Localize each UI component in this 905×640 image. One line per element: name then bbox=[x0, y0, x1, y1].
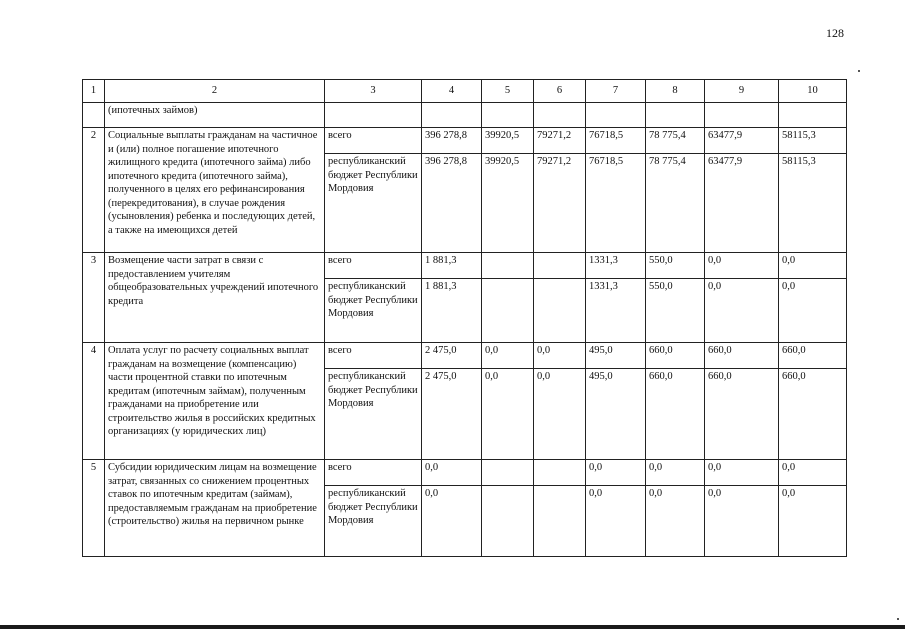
value-cell: 63477,9 bbox=[705, 154, 779, 253]
value-cell: 58115,3 bbox=[779, 154, 847, 253]
row-title: Социальные выплаты гражданам на частичное и (или) полное погашение ипотечного жилищного кредита (ипотечного займа) либо ипотечного кредита (ипотечного займа), полученного в целях его рефинансирования (перекредитования), в случае рождения (усыновления) ребенка и последующих детей, а также на имеющихся детей bbox=[105, 128, 325, 253]
value-cell: 2 475,0 bbox=[422, 343, 482, 369]
value-cell: 0,0 bbox=[779, 279, 847, 343]
header-cell: 9 bbox=[705, 80, 779, 103]
value-cell: 79271,2 bbox=[534, 154, 586, 253]
continuation-text: (ипотечных займов) bbox=[105, 103, 325, 128]
source-label-total: всего bbox=[325, 460, 422, 486]
value-cell: 0,0 bbox=[586, 486, 646, 557]
header-cell: 2 bbox=[105, 80, 325, 103]
value-cell bbox=[534, 253, 586, 279]
empty-cell bbox=[705, 103, 779, 128]
table-row bbox=[83, 343, 847, 369]
header-cell: 8 bbox=[646, 80, 705, 103]
header-row bbox=[83, 80, 847, 103]
value-cell bbox=[534, 460, 586, 486]
value-cell: 1 881,3 bbox=[422, 253, 482, 279]
value-cell: 0,0 bbox=[705, 253, 779, 279]
empty-cell bbox=[83, 103, 105, 128]
source-label-total: всего bbox=[325, 128, 422, 154]
empty-cell bbox=[779, 103, 847, 128]
value-cell: 660,0 bbox=[646, 343, 705, 369]
source-label-budget: республиканский бюджет Республики Мордовия bbox=[325, 369, 422, 460]
empty-cell bbox=[646, 103, 705, 128]
value-cell: 660,0 bbox=[705, 369, 779, 460]
value-cell: 396 278,8 bbox=[422, 154, 482, 253]
value-cell: 660,0 bbox=[779, 369, 847, 460]
continuation-row bbox=[83, 103, 847, 128]
value-cell: 39920,5 bbox=[482, 128, 534, 154]
empty-cell bbox=[534, 103, 586, 128]
value-cell bbox=[534, 486, 586, 557]
value-cell: 0,0 bbox=[534, 369, 586, 460]
row-number: 3 bbox=[83, 253, 105, 343]
value-cell: 2 475,0 bbox=[422, 369, 482, 460]
value-cell: 660,0 bbox=[646, 369, 705, 460]
value-cell: 396 278,8 bbox=[422, 128, 482, 154]
row-title: Оплата услуг по расчету социальных выплат гражданам на возмещение (компенсацию) части процентной ставки по ипотечным кредитам (ипотечным займам), полученным гражданами на приобретение или строительство жилья в российских кредитных организациях (у юридических лиц) bbox=[105, 343, 325, 460]
value-cell: 0,0 bbox=[586, 460, 646, 486]
value-cell bbox=[482, 253, 534, 279]
value-cell: 39920,5 bbox=[482, 154, 534, 253]
source-label-budget: республиканский бюджет Республики Мордовия bbox=[325, 279, 422, 343]
row-number: 4 bbox=[83, 343, 105, 460]
value-cell: 79271,2 bbox=[534, 128, 586, 154]
empty-cell bbox=[586, 103, 646, 128]
row-title: Субсидии юридическим лицам на возмещение затрат, связанных со снижением процентных ставок по ипотечным кредитам (займам), предоставляемым гражданам на приобретение (строительство) жилья на первичном рынке bbox=[105, 460, 325, 557]
value-cell: 0,0 bbox=[705, 460, 779, 486]
value-cell: 78 775,4 bbox=[646, 128, 705, 154]
header-cell: 5 bbox=[482, 80, 534, 103]
value-cell: 1 881,3 bbox=[422, 279, 482, 343]
value-cell: 76718,5 bbox=[586, 128, 646, 154]
source-label-budget: республиканский бюджет Республики Мордовия bbox=[325, 486, 422, 557]
empty-cell bbox=[325, 103, 422, 128]
value-cell: 0,0 bbox=[482, 369, 534, 460]
value-cell bbox=[482, 460, 534, 486]
value-cell: 0,0 bbox=[705, 486, 779, 557]
value-cell: 495,0 bbox=[586, 369, 646, 460]
value-cell: 550,0 bbox=[646, 253, 705, 279]
source-label-total: всего bbox=[325, 253, 422, 279]
value-cell bbox=[534, 279, 586, 343]
header-cell: 1 bbox=[83, 80, 105, 103]
value-cell: 76718,5 bbox=[586, 154, 646, 253]
empty-cell bbox=[482, 103, 534, 128]
value-cell: 495,0 bbox=[586, 343, 646, 369]
source-label-budget: республиканский бюджет Республики Мордовия bbox=[325, 154, 422, 253]
value-cell bbox=[482, 486, 534, 557]
value-cell: 78 775,4 bbox=[646, 154, 705, 253]
header-cell: 6 bbox=[534, 80, 586, 103]
header-cell: 4 bbox=[422, 80, 482, 103]
value-cell bbox=[482, 279, 534, 343]
empty-cell bbox=[422, 103, 482, 128]
value-cell: 1331,3 bbox=[586, 279, 646, 343]
value-cell: 58115,3 bbox=[779, 128, 847, 154]
source-label-total: всего bbox=[325, 343, 422, 369]
header-cell: 3 bbox=[325, 80, 422, 103]
value-cell: 0,0 bbox=[779, 486, 847, 557]
value-cell: 1331,3 bbox=[586, 253, 646, 279]
scan-speck bbox=[897, 618, 899, 620]
scan-speck bbox=[858, 70, 860, 72]
value-cell: 0,0 bbox=[482, 343, 534, 369]
table-row bbox=[83, 253, 847, 279]
value-cell: 0,0 bbox=[646, 460, 705, 486]
budget-table bbox=[82, 79, 847, 557]
value-cell: 0,0 bbox=[422, 460, 482, 486]
value-cell: 0,0 bbox=[779, 460, 847, 486]
value-cell: 0,0 bbox=[779, 253, 847, 279]
page-bottom-rule bbox=[0, 625, 905, 629]
header-cell: 10 bbox=[779, 80, 847, 103]
value-cell: 0,0 bbox=[705, 279, 779, 343]
header-cell: 7 bbox=[586, 80, 646, 103]
table-row bbox=[83, 128, 847, 154]
value-cell: 63477,9 bbox=[705, 128, 779, 154]
table-row bbox=[83, 460, 847, 486]
value-cell: 0,0 bbox=[422, 486, 482, 557]
value-cell: 0,0 bbox=[646, 486, 705, 557]
page-number: 128 bbox=[826, 26, 844, 40]
value-cell: 660,0 bbox=[705, 343, 779, 369]
value-cell: 0,0 bbox=[534, 343, 586, 369]
row-title: Возмещение части затрат в связи с предоставлением учителям общеобразовательных учреждений ипотечного кредита bbox=[105, 253, 325, 343]
value-cell: 660,0 bbox=[779, 343, 847, 369]
value-cell: 550,0 bbox=[646, 279, 705, 343]
row-number: 5 bbox=[83, 460, 105, 557]
row-number: 2 bbox=[83, 128, 105, 253]
